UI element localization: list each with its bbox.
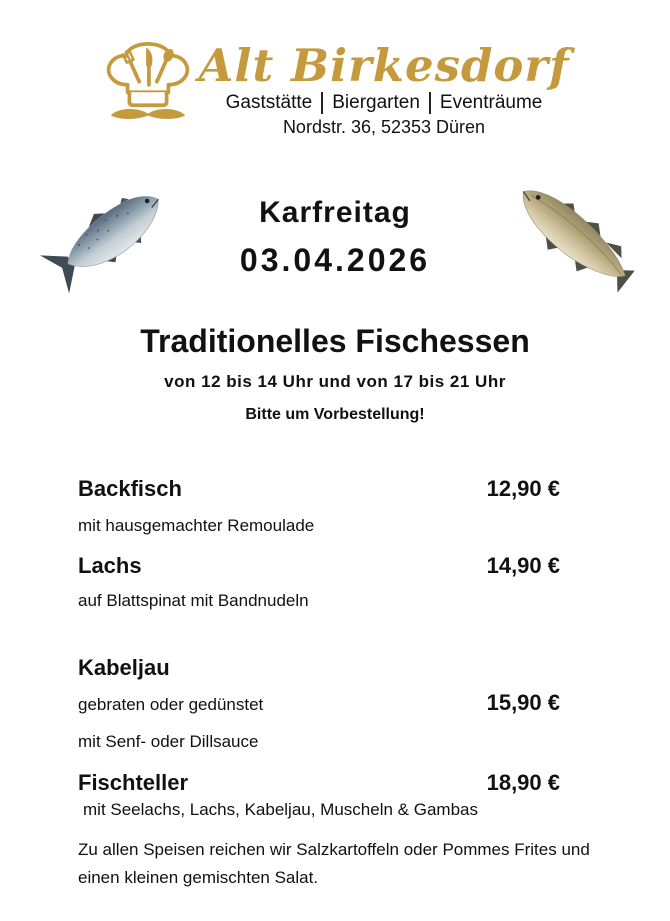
item-name: Lachs bbox=[78, 552, 142, 578]
menu-row-lachs bbox=[78, 551, 560, 581]
footer-line-2: einen kleinen gemischten Salat. bbox=[78, 867, 319, 887]
item-description: mit Seelachs, Lachs, Kabeljau, Muscheln & Gambas bbox=[83, 799, 478, 819]
item-price: 18,90 € bbox=[486, 769, 560, 795]
item-name: Kabeljau bbox=[78, 654, 170, 680]
mustache bbox=[110, 109, 184, 119]
event-title: Karfreitag bbox=[259, 195, 411, 229]
chef-hat-icon bbox=[101, 42, 195, 122]
menu-row-fischteller bbox=[78, 768, 560, 798]
menu-row-description bbox=[78, 730, 560, 754]
item-description: mit hausgemachter Remoulade bbox=[78, 515, 315, 535]
chef-hat-logo-icon bbox=[101, 42, 195, 122]
menu-hours: von 12 bis 14 Uhr und von 17 bis 21 Uhr bbox=[164, 371, 506, 391]
item-description: gebraten oder gedünstet bbox=[78, 694, 264, 714]
tagline-item-biergarten: Biergarten bbox=[332, 91, 420, 113]
item-price: 14,90 € bbox=[486, 552, 560, 578]
tagline-divider bbox=[429, 92, 431, 114]
tagline bbox=[199, 92, 570, 114]
menu-row-backfisch bbox=[78, 474, 560, 504]
footer-note bbox=[78, 836, 640, 892]
menu-row-description bbox=[78, 798, 560, 822]
item-price: 15,90 € bbox=[486, 689, 560, 715]
preorder-note: Bitte um Vorbestellung! bbox=[245, 405, 425, 423]
brand-block bbox=[198, 39, 570, 138]
item-description: auf Blattspinat mit Bandnudeln bbox=[78, 590, 309, 610]
item-name: Fischteller bbox=[78, 769, 189, 795]
menu-row-kabeljau bbox=[78, 653, 560, 683]
item-description: mit Senf- oder Dillsauce bbox=[78, 731, 259, 751]
cod-fish-icon bbox=[500, 169, 647, 306]
menu-row-description bbox=[78, 688, 560, 718]
menu-list bbox=[78, 474, 560, 822]
tagline-item-gaststaette: Gaststätte bbox=[225, 91, 313, 113]
menu-title: Traditionelles Fischessen bbox=[140, 322, 530, 359]
hat-band bbox=[129, 92, 166, 105]
event-date: 03.04.2026 bbox=[239, 241, 431, 278]
item-name: Backfisch bbox=[78, 475, 182, 501]
tagline-divider bbox=[321, 92, 323, 114]
header bbox=[0, 39, 670, 138]
menu-row-description bbox=[78, 514, 560, 538]
address: Nordstr. 36, 52353 Düren bbox=[282, 116, 486, 137]
menu-row-description bbox=[78, 589, 560, 613]
brand-title: Alt Birkesdorf bbox=[198, 39, 570, 92]
cod-fish-image bbox=[497, 169, 647, 310]
item-price: 12,90 € bbox=[486, 475, 560, 501]
tagline-item-eventraeume: Eventräume bbox=[439, 91, 543, 113]
footer-line-1: Zu allen Speisen reichen wir Salzkartoffeln oder Pommes Frites und bbox=[78, 839, 590, 859]
